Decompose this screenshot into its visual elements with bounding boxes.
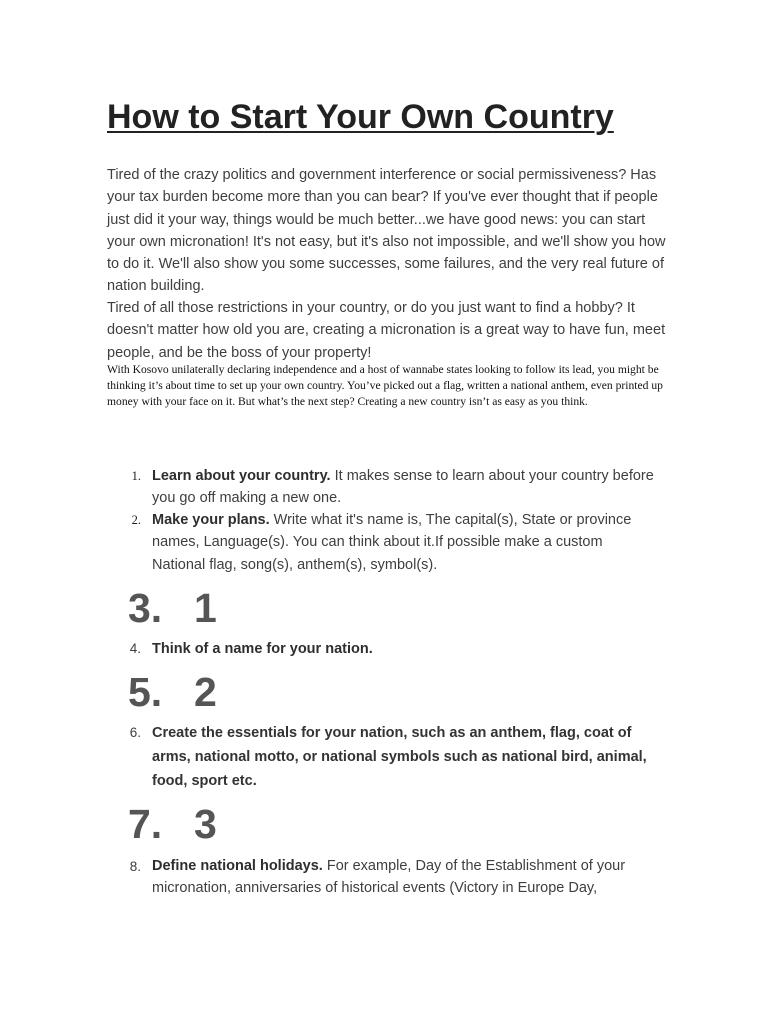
intro-paragraph-2: Tired of all those restrictions in your country, or do you just want to find a hobby? It doesn't matter how old you are, creating a micronation is a great way to have fun, meet people, and be the boss of your property! (107, 300, 666, 361)
list-number-2: 2. (131, 513, 141, 527)
list-text-8 (152, 855, 657, 900)
step-heading-3: 3 (194, 801, 217, 847)
list-bold-8: Define national holidays. (152, 858, 323, 874)
page-title: How to Start Your Own Country (107, 98, 614, 136)
list-text-4 (152, 638, 657, 660)
list-bold-2: Make your plans. (152, 512, 270, 528)
list-item-5 (128, 667, 217, 717)
list-bold-4: Think of a name for your nation. (152, 641, 373, 657)
list-body-1: It makes sense to learn about your country before you go off making a new one. (152, 468, 654, 507)
list-body-2: Write what it's name is, The capital(s), State or province names, Language(s). You can think about it.If possible make a custom National flag, song(s), anthem(s), symbol(s). (152, 512, 632, 573)
intro-paragraph-1: Tired of the crazy politics and government interference or social permissiveness? Has your tax burden become more than you can bear? If you've ever thought that if people just did it your way, things would be much better...we have good news: you can start your own micronation! It's not easy, but it's also not impossible, and we'll show you how to do it. We'll also show you some successes, some failures, and the very real future of nation building. (107, 167, 666, 295)
list-body-8: For example, Day of the Establishment of your micronation, anniversaries of historical events (Victory in Europe Day, (152, 858, 626, 897)
list-text-1 (152, 465, 657, 510)
step-heading-2: 2 (194, 669, 217, 715)
list-number-7: 7. (128, 801, 163, 847)
list-number-3: 3. (128, 585, 163, 631)
list-bold-1: Learn about your country. (152, 468, 331, 484)
list-item-3 (128, 583, 217, 633)
list-number-8: 8. (129, 859, 141, 874)
list-text-2 (152, 509, 657, 576)
step-heading-1: 1 (194, 585, 217, 631)
list-number-6: 6. (129, 725, 141, 740)
list-number-5: 5. (128, 669, 163, 715)
intro-paragraph-3: With Kosovo unilaterally declaring independence and a host of wannabe states looking to follow its lead, you might be thinking it’s about time to set up your own country. You’ve picked out a flag, written a national anthem, even printed up money with your face on it. But what’s the next step? Creating a new country isn’t as easy as you think. (107, 363, 663, 408)
list-item-7 (128, 799, 217, 849)
list-number-1: 1. (131, 469, 141, 483)
list-number-4: 4. (129, 641, 141, 656)
list-text-6: Create the essentials for your nation, such as an anthem, flag, coat of arms, national motto, or national symbols such as national bird, animal, food, sport etc. (152, 725, 647, 789)
